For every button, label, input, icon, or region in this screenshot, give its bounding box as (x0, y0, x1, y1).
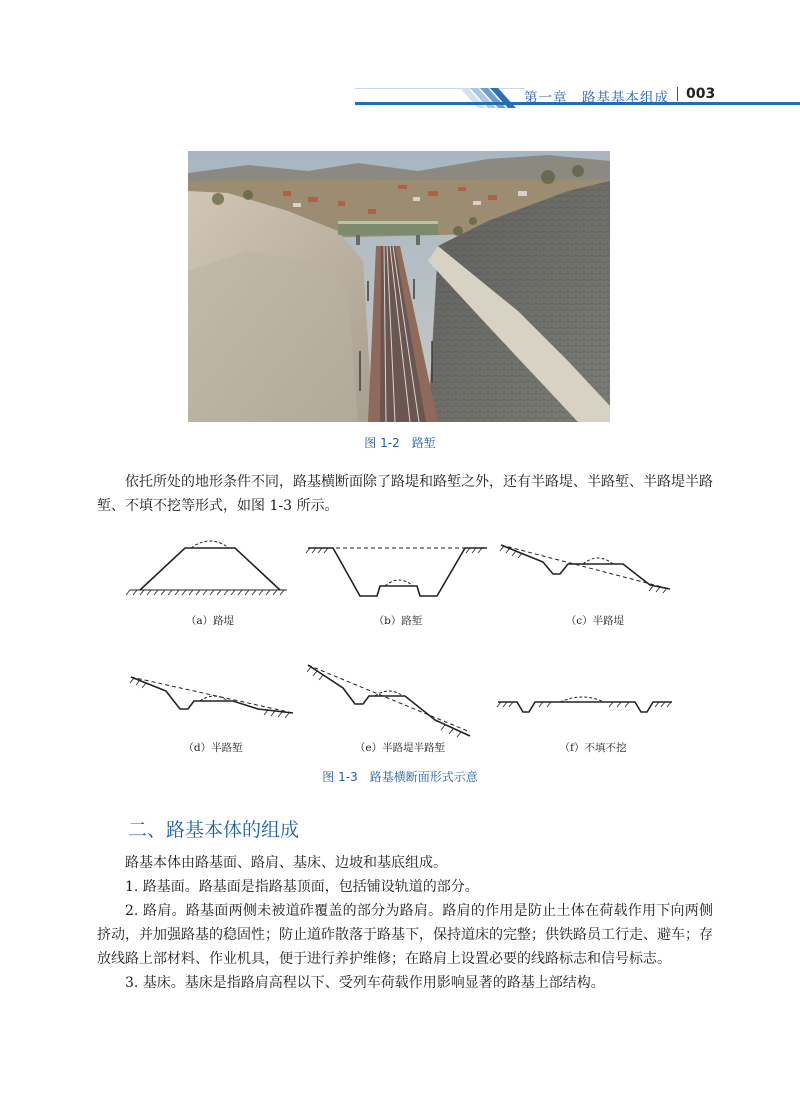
railway-cutting-photo (188, 151, 610, 422)
figure-1-3-caption: 图 1-3 路基横断面形式示意 (322, 770, 478, 784)
subcaption-d: （d）半路堑 (183, 742, 243, 754)
page-number: 003 (686, 86, 716, 102)
diagram-no-fill-no-cut (495, 688, 675, 718)
diagram-half-embankment-half-cutting (305, 660, 475, 740)
section-title: 二、路基本体的组成 (128, 819, 300, 841)
body-paragraph: 2. 路肩。路基面两侧未被道砟覆盖的部分为路肩。路肩的作用是防止土体在荷载作用下向两侧挤动，并加强路基的稳固性；防止道砟散落于路基下，保持道床的完整；供铁路员工行走、避车；存放线路上部材料、作业机具，便于进行养护维修；在路肩上设置必要的线路标志和信号标志。 (97, 903, 713, 967)
header-separator (677, 87, 678, 101)
body-paragraph: 1. 路基面。路基面是指路基顶面，包括铺设轨道的部分。 (125, 879, 479, 895)
header-stripe-decoration (460, 88, 520, 108)
subcaption-a: （a）路堤 (185, 615, 235, 627)
subcaption-f: （f）不填不挖 (559, 742, 627, 754)
diagram-half-cutting (128, 673, 298, 718)
diagram-half-embankment (498, 540, 676, 595)
subcaption-c: （c）半路堤 (565, 615, 625, 627)
diagram-embankment (125, 530, 290, 600)
figure-1-2-caption: 图 1-2 路堑 (364, 436, 436, 450)
chapter-number: 第一章 (524, 90, 568, 106)
chapter-title (524, 86, 669, 106)
body-paragraph: 3. 基床。基床是指路肩高程以下、受列车荷载作用影响显著的路基上部结构。 (125, 975, 605, 991)
subcaption-e: （e）半路堤半路堑 (354, 742, 446, 754)
section-body (97, 851, 713, 995)
intro-paragraph: 依托所处的地形条件不同，路基横断面除了路堤和路堑之外，还有半路堤、半路堑、半路堤半路堑、不填不挖等形式，如图 1-3 所示。 (97, 474, 713, 514)
diagram-cutting (305, 540, 490, 600)
chapter-name: 路基基本组成 (582, 90, 669, 106)
body-paragraph: 路基本体由路基面、路肩、基床、边坡和基底组成。 (125, 855, 447, 871)
subcaption-b: （b）路堑 (373, 615, 423, 627)
